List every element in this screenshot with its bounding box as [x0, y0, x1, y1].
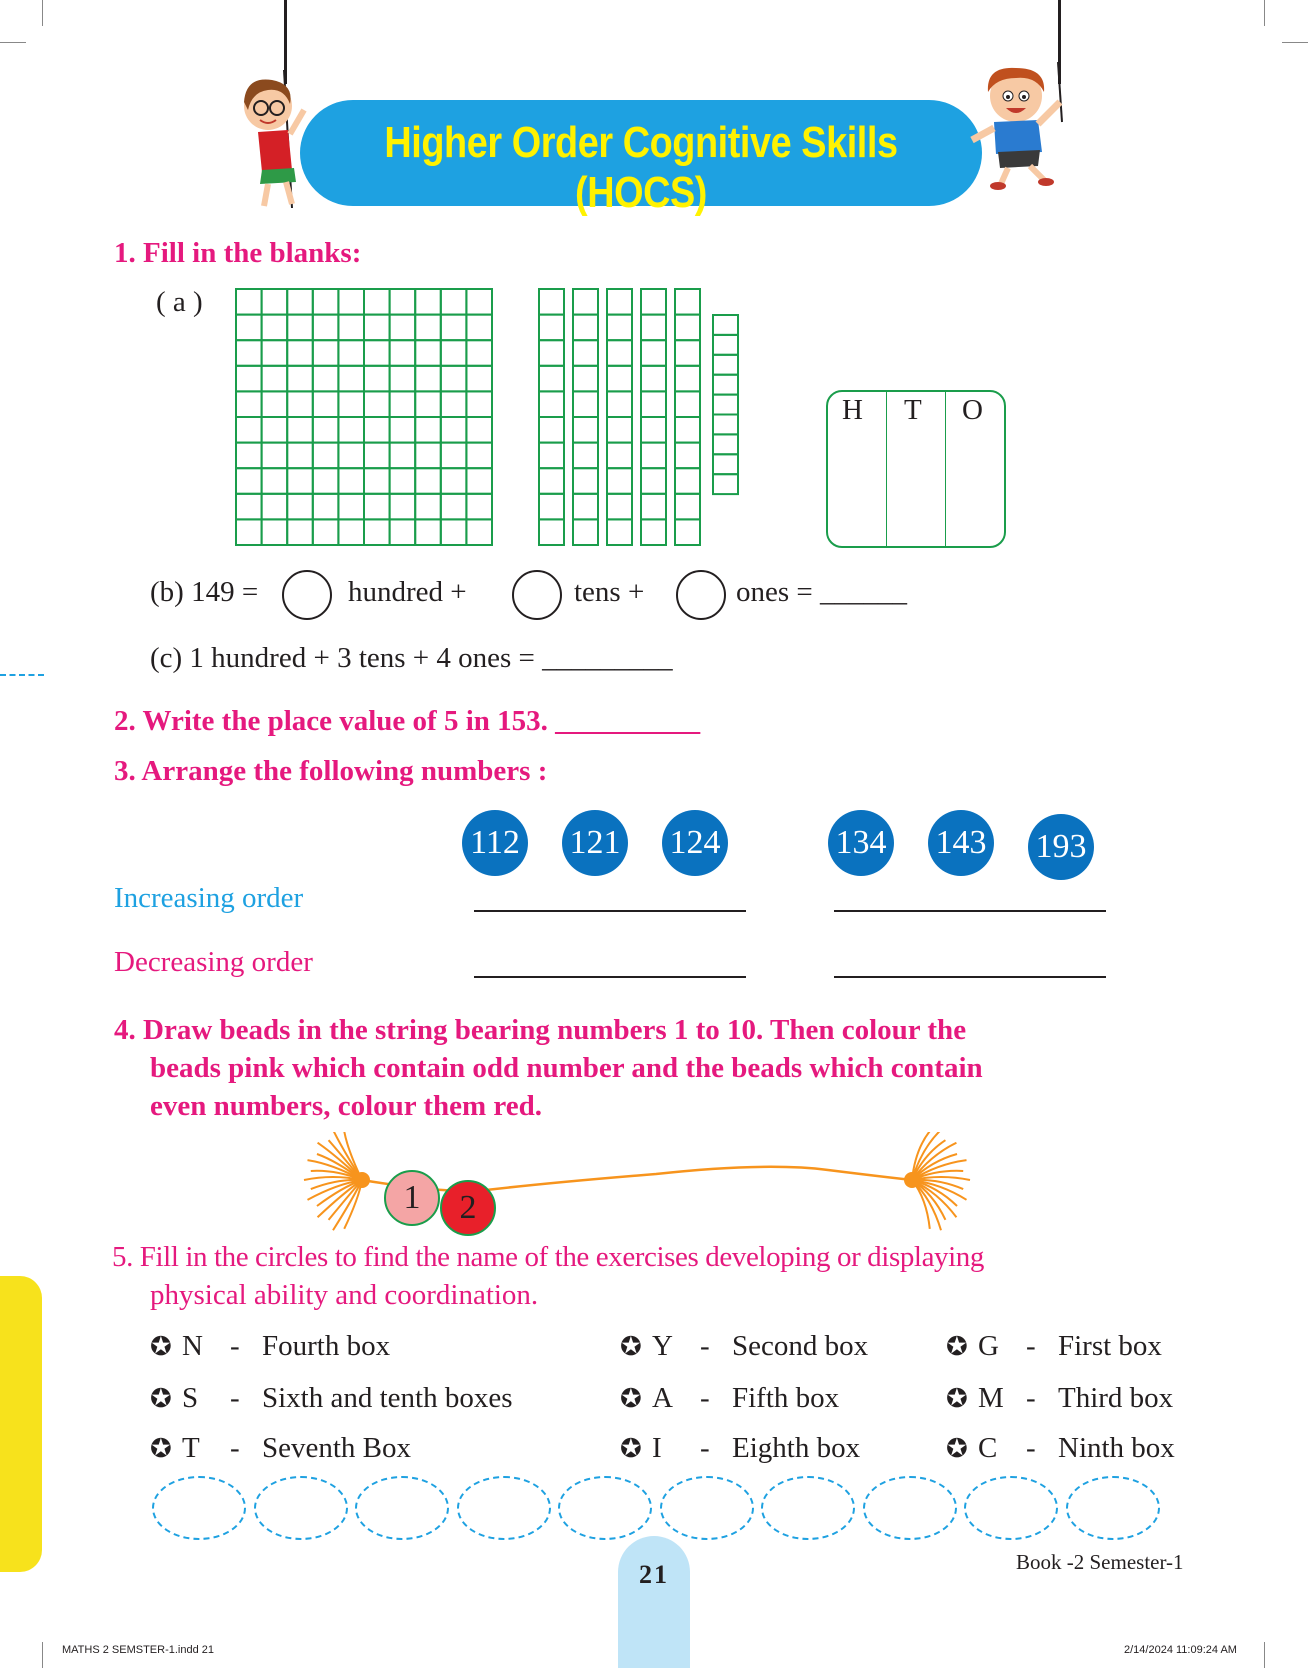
unit-square [313, 289, 339, 315]
unit-square [415, 315, 441, 341]
unit-square [313, 417, 339, 443]
number-circle: 121 [562, 810, 628, 876]
unit-square [364, 443, 390, 469]
unit-square [466, 468, 492, 494]
clue-text: Fourth box [262, 1330, 391, 1362]
unit-square [313, 494, 339, 520]
unit-square [466, 417, 492, 443]
answer-oval[interactable] [761, 1476, 855, 1540]
unit-square [313, 366, 339, 392]
unit-square [364, 315, 390, 341]
unit-square [441, 289, 467, 315]
unit-square [262, 443, 288, 469]
unit-square [641, 391, 666, 417]
unit-square [338, 443, 364, 469]
unit-square [236, 468, 262, 494]
unit-square [607, 366, 632, 392]
bead-label: 1 [403, 1179, 421, 1216]
crop-mark [1264, 1642, 1265, 1668]
unit-square [441, 443, 467, 469]
decreasing-answer-line[interactable] [834, 976, 1106, 978]
clue-letter: M [978, 1382, 1004, 1414]
page-title: Higher Order Cognitive Skills (HOCS) [384, 118, 898, 217]
question-1-heading: 1. Fill in the blanks: [114, 237, 362, 269]
unit-square [415, 340, 441, 366]
unit-square [641, 494, 666, 520]
clue-dash: - [230, 1382, 240, 1414]
unit-square [236, 366, 262, 392]
clue-text: Sixth and tenth boxes [262, 1382, 513, 1414]
bead-2 [440, 1180, 496, 1236]
unit-square [713, 335, 738, 355]
unit-square [287, 366, 313, 392]
unit-square [313, 391, 339, 417]
unit-square [236, 519, 262, 545]
unit-square [441, 519, 467, 545]
unit-square [466, 391, 492, 417]
crop-mark [1282, 42, 1308, 43]
unit-square [287, 315, 313, 341]
unit-square [390, 443, 416, 469]
unit-square [390, 366, 416, 392]
unit-square [675, 315, 700, 341]
increasing-answer-line[interactable] [834, 910, 1106, 912]
answer-oval[interactable] [254, 1476, 348, 1540]
crop-mark [0, 42, 26, 43]
unit-square [287, 468, 313, 494]
unit-square [390, 315, 416, 341]
unit-square [607, 289, 632, 315]
unit-square [675, 417, 700, 443]
unit-square [573, 391, 598, 417]
unit-square [539, 340, 564, 366]
unit-square [364, 366, 390, 392]
clue-text: Ninth box [1058, 1432, 1175, 1464]
unit-square [441, 417, 467, 443]
clue-dash: - [1026, 1382, 1036, 1414]
answer-oval[interactable] [964, 1476, 1058, 1540]
unit-square [262, 519, 288, 545]
question-1b-prefix: (b) 149 = [150, 576, 259, 608]
unit-square [390, 391, 416, 417]
star-icon: ✪ [946, 1434, 968, 1464]
answer-oval[interactable] [558, 1476, 652, 1540]
unit-square [338, 340, 364, 366]
clue-letter: I [652, 1432, 662, 1464]
unit-square [466, 340, 492, 366]
unit-square [415, 519, 441, 545]
unit-square [415, 366, 441, 392]
unit-square [390, 519, 416, 545]
unit-square [713, 454, 738, 474]
unit-square [364, 340, 390, 366]
question-1a-label: ( a ) [156, 286, 203, 318]
star-icon: ✪ [946, 1332, 968, 1362]
star-icon: ✪ [620, 1332, 642, 1362]
unit-square [573, 289, 598, 315]
unit-square [236, 315, 262, 341]
number-circle: 112 [462, 810, 528, 876]
answer-circle-ones[interactable] [676, 570, 726, 620]
clue-text: First box [1058, 1330, 1162, 1362]
star-icon: ✪ [946, 1384, 968, 1414]
unit-square [641, 519, 666, 545]
unit-square [287, 494, 313, 520]
print-slug-left: MATHS 2 SEMSTER-1.indd 21 [62, 1644, 215, 1656]
boy-illustration [966, 62, 1078, 190]
unit-square [713, 395, 738, 415]
answer-oval[interactable] [660, 1476, 754, 1540]
unit-square [236, 417, 262, 443]
unit-square [675, 519, 700, 545]
unit-square [390, 289, 416, 315]
unit-square [539, 417, 564, 443]
star-icon: ✪ [150, 1384, 172, 1414]
question-4-line: beads pink which contain odd number and the beads which contain [150, 1052, 983, 1084]
question-5-line: 5. Fill in the circles to find the name of the exercises developing or displaying [112, 1241, 985, 1273]
unit-square [573, 443, 598, 469]
unit-square [607, 468, 632, 494]
unit-square [390, 468, 416, 494]
unit-square [573, 366, 598, 392]
unit-square [641, 289, 666, 315]
hto-header-o: O [962, 394, 983, 426]
unit-square [364, 417, 390, 443]
answer-circle-hundred[interactable] [282, 570, 332, 620]
unit-square [641, 443, 666, 469]
clue-letter: G [978, 1330, 999, 1362]
unit-square [607, 315, 632, 341]
unit-square [713, 355, 738, 375]
unit-square [675, 289, 700, 315]
unit-square [364, 391, 390, 417]
unit-square [236, 443, 262, 469]
unit-square [573, 468, 598, 494]
decreasing-order-label: Decreasing order [114, 946, 313, 978]
clue-letter: Y [652, 1330, 673, 1362]
unit-square [539, 366, 564, 392]
clue-item [620, 1382, 940, 1422]
decreasing-answer-line[interactable] [474, 976, 746, 978]
unit-square [539, 443, 564, 469]
clue-text: Seventh Box [262, 1432, 412, 1464]
crop-mark [1264, 0, 1265, 26]
number-circle: 193 [1028, 814, 1094, 880]
clue-text: Fifth box [732, 1382, 840, 1414]
unit-square [313, 519, 339, 545]
unit-square [466, 494, 492, 520]
clue-dash: - [700, 1382, 710, 1414]
unit-square [236, 340, 262, 366]
book-label: Book -2 Semester-1 [1016, 1550, 1184, 1574]
unit-square [573, 519, 598, 545]
answer-circle-tens[interactable] [512, 570, 562, 620]
clue-text: Third box [1058, 1382, 1174, 1414]
question-1b-hundred: hundred + [348, 576, 467, 608]
unit-square [441, 340, 467, 366]
unit-square [364, 289, 390, 315]
unit-square [338, 519, 364, 545]
unit-square [236, 289, 262, 315]
question-5-line: physical ability and coordination. [150, 1279, 539, 1311]
unit-square [466, 443, 492, 469]
unit-square [573, 340, 598, 366]
question-3-heading: 3. Arrange the following numbers : [114, 755, 548, 787]
unit-square [338, 494, 364, 520]
answer-oval[interactable] [457, 1476, 551, 1540]
unit-square [675, 391, 700, 417]
ten-rods [538, 288, 706, 546]
answer-oval[interactable] [152, 1476, 246, 1540]
unit-square [466, 289, 492, 315]
clue-item [946, 1382, 1266, 1422]
unit-square [466, 519, 492, 545]
question-1b-tens: tens + [574, 576, 645, 608]
unit-square [539, 289, 564, 315]
unit-square [573, 315, 598, 341]
clue-item [620, 1330, 940, 1370]
unit-square [713, 315, 738, 335]
unit-square [415, 289, 441, 315]
unit-square [415, 468, 441, 494]
unit-square [313, 443, 339, 469]
star-icon: ✪ [620, 1384, 642, 1414]
unit-square [607, 340, 632, 366]
answer-oval[interactable] [355, 1476, 449, 1540]
star-icon: ✪ [150, 1434, 172, 1464]
unit-square [441, 391, 467, 417]
unit-square [313, 468, 339, 494]
unit-square [262, 391, 288, 417]
unit-square [287, 289, 313, 315]
unit-square [236, 494, 262, 520]
unit-square [713, 375, 738, 395]
hto-divider [945, 392, 946, 546]
unit-square [262, 366, 288, 392]
unit-square [262, 468, 288, 494]
unit-square [675, 468, 700, 494]
bead-label: 2 [459, 1189, 477, 1226]
unit-square [262, 417, 288, 443]
unit-square [641, 366, 666, 392]
unit-square [262, 289, 288, 315]
unit-square [364, 494, 390, 520]
number-circle: 143 [928, 810, 994, 876]
unit-square [641, 417, 666, 443]
unit-square [713, 434, 738, 454]
number-circle: 134 [828, 810, 894, 876]
unit-square [607, 494, 632, 520]
unit-square [675, 443, 700, 469]
unit-square [390, 417, 416, 443]
unit-square [415, 443, 441, 469]
clue-item [150, 1432, 590, 1472]
unit-square [675, 494, 700, 520]
crop-mark [42, 1642, 43, 1668]
unit-square [338, 391, 364, 417]
unit-square [287, 519, 313, 545]
unit-square [364, 519, 390, 545]
clue-dash: - [700, 1330, 710, 1362]
unit-square [713, 415, 738, 435]
answer-oval[interactable] [863, 1476, 957, 1540]
ones-units [712, 314, 740, 496]
unit-square [539, 494, 564, 520]
unit-square [607, 443, 632, 469]
unit-square [675, 366, 700, 392]
clue-letter: S [182, 1382, 199, 1414]
hto-header-t: T [904, 394, 922, 426]
clue-dash: - [230, 1432, 240, 1464]
question-1c: (c) 1 hundred + 3 tens + 4 ones = _________ [150, 642, 673, 674]
clue-item [150, 1330, 590, 1370]
unit-square [313, 340, 339, 366]
number-circle: 124 [662, 810, 728, 876]
increasing-answer-line[interactable] [474, 910, 746, 912]
unit-square [236, 391, 262, 417]
unit-square [607, 417, 632, 443]
answer-oval[interactable] [1066, 1476, 1160, 1540]
unit-square [287, 391, 313, 417]
crop-mark [42, 0, 43, 26]
girl-illustration [232, 70, 332, 210]
hto-chart [826, 390, 1006, 548]
question-4-line: 4. Draw beads in the string bearing numbers 1 to 10. Then colour the [114, 1014, 967, 1046]
unit-square [441, 494, 467, 520]
star-icon: ✪ [620, 1434, 642, 1464]
question-2: 2. Write the place value of 5 in 153. __________ [114, 705, 701, 737]
hto-header-h: H [842, 394, 863, 426]
unit-square [287, 340, 313, 366]
clue-dash: - [230, 1330, 240, 1362]
unit-square [441, 366, 467, 392]
hto-divider [886, 392, 887, 546]
unit-square [415, 391, 441, 417]
side-tab [0, 1276, 42, 1572]
unit-square [338, 315, 364, 341]
unit-square [573, 417, 598, 443]
unit-square [338, 289, 364, 315]
unit-square [466, 366, 492, 392]
unit-square [390, 494, 416, 520]
unit-square [539, 391, 564, 417]
unit-square [573, 494, 598, 520]
star-icon: ✪ [150, 1332, 172, 1362]
unit-square [313, 315, 339, 341]
unit-square [390, 340, 416, 366]
unit-square [641, 468, 666, 494]
unit-square [713, 474, 738, 494]
unit-square [338, 366, 364, 392]
unit-square [415, 494, 441, 520]
unit-square [415, 417, 441, 443]
clue-letter: N [182, 1330, 203, 1362]
clue-dash: - [1026, 1432, 1036, 1464]
unit-square [441, 315, 467, 341]
unit-square [364, 468, 390, 494]
clue-text: Second box [732, 1330, 869, 1362]
clue-item [946, 1330, 1266, 1370]
print-slug-right: 2/14/2024 11:09:24 AM [1124, 1644, 1237, 1656]
clue-dash: - [700, 1432, 710, 1464]
unit-square [607, 391, 632, 417]
question-1b-ones: ones = ______ [736, 576, 908, 608]
question-4-line: even numbers, colour them red. [150, 1090, 543, 1122]
clue-item [946, 1432, 1266, 1472]
unit-square [641, 340, 666, 366]
bead-1 [384, 1170, 440, 1226]
clue-letter: A [652, 1382, 673, 1414]
unit-square [338, 417, 364, 443]
unit-square [262, 494, 288, 520]
unit-square [675, 340, 700, 366]
clue-letter: C [978, 1432, 998, 1464]
unit-square [539, 315, 564, 341]
clue-item [620, 1432, 940, 1472]
unit-square [466, 315, 492, 341]
unit-square [262, 340, 288, 366]
unit-square [641, 315, 666, 341]
unit-square [262, 315, 288, 341]
unit-square [539, 468, 564, 494]
clue-letter: T [182, 1432, 200, 1464]
unit-square [607, 519, 632, 545]
hundred-block [235, 288, 493, 546]
clue-item [150, 1382, 590, 1422]
page-number: 21 [639, 1560, 669, 1589]
unit-square [539, 519, 564, 545]
page-number-tab [618, 1536, 690, 1668]
increasing-order-label: Increasing order [114, 882, 304, 914]
clue-dash: - [1026, 1330, 1036, 1362]
unit-square [441, 468, 467, 494]
unit-square [287, 417, 313, 443]
unit-square [338, 468, 364, 494]
fold-mark [0, 674, 44, 676]
clue-text: Eighth box [732, 1432, 861, 1464]
unit-square [287, 443, 313, 469]
